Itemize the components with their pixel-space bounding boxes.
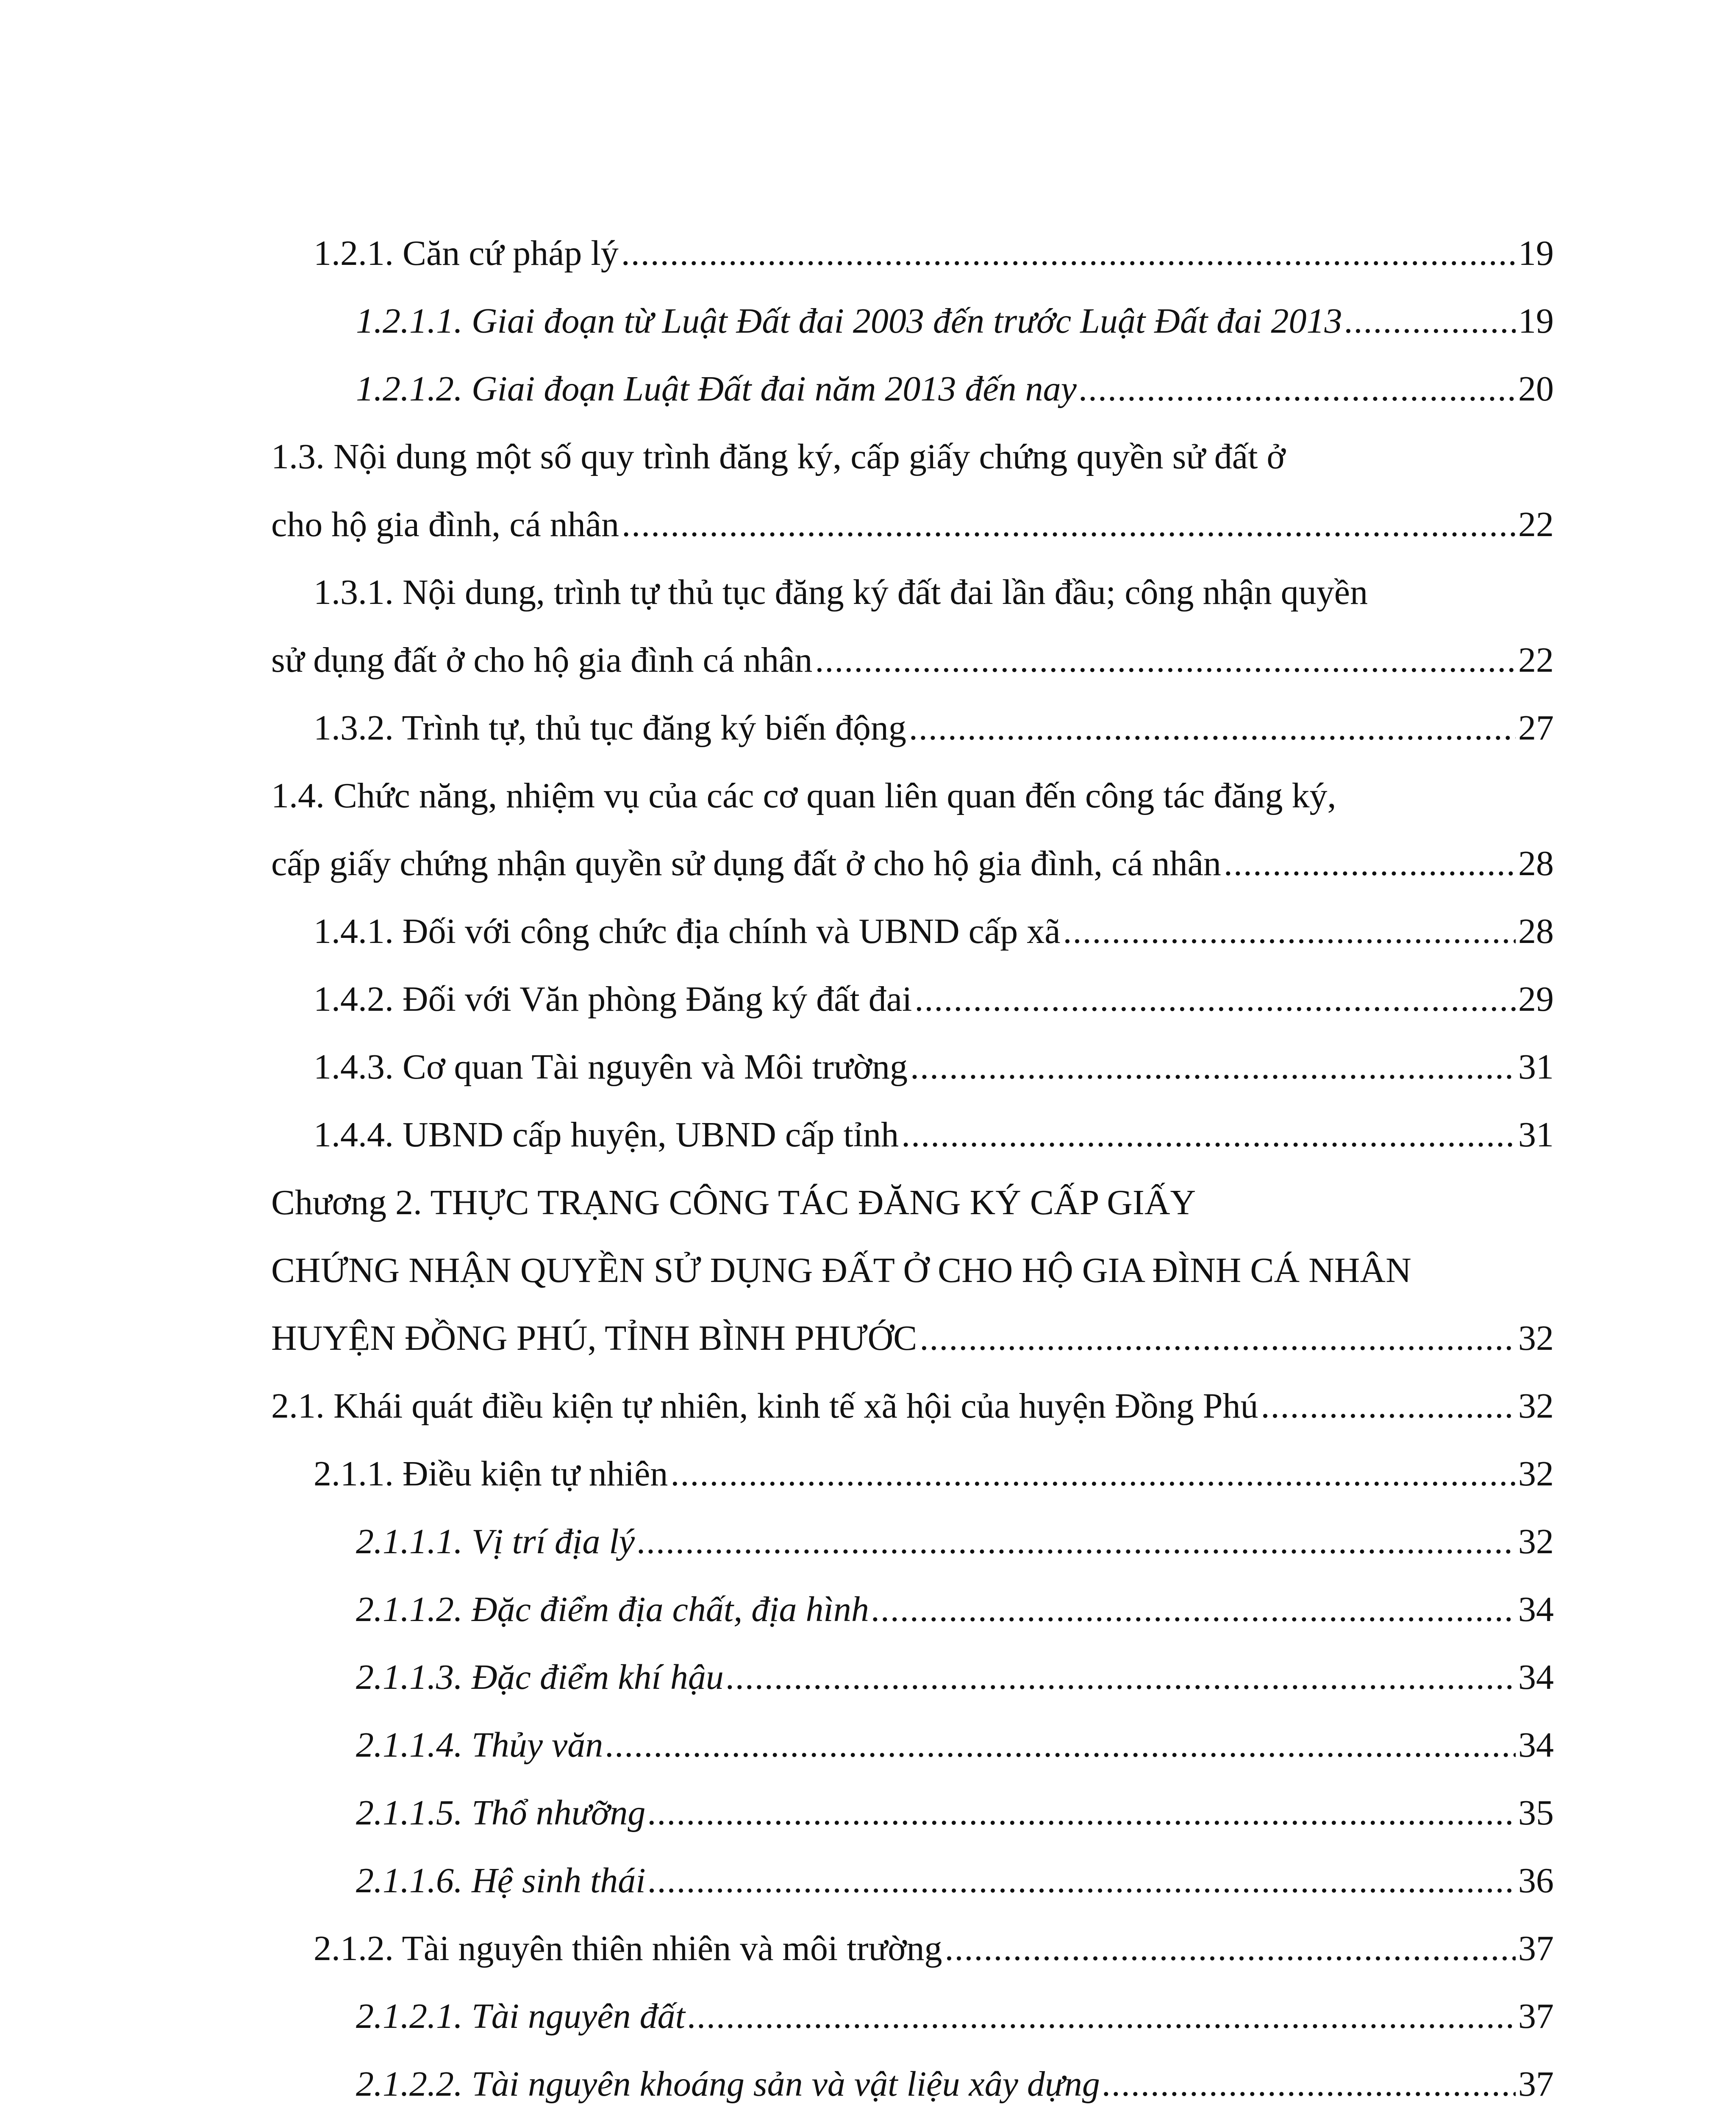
toc-leader-dots: [648, 1795, 1516, 1831]
toc-entry: [314, 1911, 1554, 1966]
toc-entry-title: 2.1.1.5. Thổ nhưỡng: [356, 1793, 646, 1833]
toc-entry-title: 1.3.2. Trình tự, thủ tục đăng ký biến động: [314, 708, 906, 748]
toc-entry: [271, 623, 1554, 678]
toc-entry-page: 34: [1518, 1657, 1554, 1697]
toc-entry-page: 31: [1518, 1115, 1554, 1154]
toc-entry-title: 2.1.2.2. Tài nguyên khoáng sản và vật liệu xây dựng: [356, 2064, 1100, 2104]
toc-leader-dots: [909, 710, 1516, 746]
toc-entry: [271, 1369, 1554, 1424]
toc-entry-page: 32: [1518, 1454, 1554, 1493]
toc-entry-page: 19: [1518, 234, 1554, 273]
toc-entry: [356, 1776, 1554, 1831]
toc-entry-title: 2.1.1.4. Thủy văn: [356, 1725, 603, 1765]
toc-leader-dots: [670, 1456, 1516, 1492]
toc-entry: [356, 1708, 1554, 1763]
toc-leader-dots: [1224, 846, 1516, 882]
toc-entry-title: 2.1.2.1. Tài nguyên đất: [356, 1997, 685, 2036]
toc-entry-title: 2.1.1.6. Hệ sinh thái: [356, 1861, 646, 1900]
toc-entry-title: 2.1.1.3. Đặc điểm khí hậu: [356, 1657, 724, 1697]
toc-entry: [356, 2047, 1554, 2102]
toc-entry: [356, 1640, 1554, 1695]
toc-leader-dots: [919, 1321, 1516, 1356]
toc-entry-line: 1.3. Nội dung một số quy trình đăng ký, cấp giấy chứng quyền sử đất ở: [271, 437, 1286, 476]
toc-entry: [356, 2115, 1554, 2119]
toc-entry-title: HUYỆN ĐỒNG PHÚ, TỈNH BÌNH PHƯỚC: [271, 1318, 917, 1358]
toc-entry-title: 1.2.1.2. Giai đoạn Luật Đất đai năm 2013 đến nay: [356, 369, 1077, 409]
toc-leader-dots: [872, 1592, 1516, 1627]
toc-entry-title: sử dụng đất ở cho hộ gia đình cá nhân: [271, 640, 813, 680]
toc-leader-dots: [1261, 1388, 1516, 1424]
toc-entry-page: 28: [1518, 844, 1554, 883]
toc-entry-page: 32: [1518, 1522, 1554, 1561]
toc-entry-page: 31: [1518, 1047, 1554, 1087]
toc-entry-page: 34: [1518, 1725, 1554, 1765]
toc-entry: [271, 487, 1554, 542]
toc-entry-title: 2.1.2. Tài nguyên thiên nhiên và môi trường: [314, 1929, 942, 1968]
toc-entry: [356, 352, 1554, 407]
toc-entry-page: 22: [1518, 640, 1554, 680]
toc-entry-page: 29: [1518, 979, 1554, 1019]
toc-leader-dots: [621, 236, 1516, 271]
toc-entry-title: 2.1.1. Điều kiện tự nhiên: [314, 1454, 668, 1493]
toc-leader-dots: [648, 1863, 1516, 1899]
toc-leader-dots: [606, 1727, 1516, 1763]
toc-entry-title: 1.4.2. Đối với Văn phòng Đăng ký đất đai: [314, 979, 912, 1019]
toc-entry: [271, 826, 1554, 882]
toc-leader-dots: [1079, 371, 1516, 407]
toc-entry-page: 32: [1518, 1386, 1554, 1426]
toc-leader-dots: [688, 1999, 1516, 2034]
toc-leader-dots: [622, 507, 1516, 542]
toc-leader-dots: [910, 1049, 1516, 1085]
toc-entry-page: 20: [1518, 369, 1554, 409]
toc-leader-dots: [815, 642, 1516, 678]
toc-entry: [314, 894, 1554, 949]
toc-entry: [356, 284, 1554, 339]
toc-entry: [314, 216, 1554, 271]
toc-entry-title: cấp giấy chứng nhận quyền sử dụng đất ở cho hộ gia đình, cá nhân: [271, 844, 1221, 883]
toc-chapter-line: Chương 2. THỰC TRẠNG CÔNG TÁC ĐĂNG KÝ CẤP GIẤY: [271, 1183, 1196, 1222]
toc-entry-line: 1.3.1. Nội dung, trình tự thủ tục đăng ký đất đai lần đầu; công nhận quyền: [314, 573, 1368, 612]
toc-entry-page: 32: [1518, 1318, 1554, 1358]
toc-entry-page: 37: [1518, 1929, 1554, 1968]
toc-leader-dots: [726, 1660, 1516, 1695]
toc-entry: [314, 962, 1554, 1017]
toc-chapter-entry: [271, 1301, 1554, 1356]
toc-entry-page: 35: [1518, 1793, 1554, 1833]
toc-leader-dots: [1063, 914, 1516, 949]
toc-leader-dots: [1345, 303, 1516, 339]
toc-entry-page: 19: [1518, 301, 1554, 341]
toc-entry-page: 34: [1518, 1590, 1554, 1629]
toc-entry: [356, 1572, 1554, 1627]
toc-entry-page: 37: [1518, 1997, 1554, 2036]
toc-entry-title: 1.2.1.1. Giai đoạn từ Luật Đất đai 2003 đến trước Luật Đất đai 2013: [356, 301, 1342, 341]
toc-entry-title: 1.4.3. Cơ quan Tài nguyên và Môi trường: [314, 1047, 908, 1087]
toc-entry: [314, 1030, 1554, 1085]
toc-leader-dots: [637, 1524, 1516, 1560]
toc-leader-dots: [914, 982, 1516, 1017]
toc-entry-title: 2.1.1.2. Đặc điểm địa chất, địa hình: [356, 1590, 869, 1629]
toc-entry-page: 36: [1518, 1861, 1554, 1900]
toc-entry-title: 1.2.1. Căn cứ pháp lý: [314, 234, 619, 273]
toc-entry-title: 1.4.1. Đối với công chức địa chính và UBND cấp xã: [314, 912, 1061, 951]
toc-entry-title: 2.1. Khái quát điều kiện tự nhiên, kinh tế xã hội của huyện Đồng Phú: [271, 1386, 1258, 1426]
toc-entry-title: 1.4.4. UBND cấp huyện, UBND cấp tỉnh: [314, 1115, 899, 1154]
toc-entry-page: 37: [1518, 2064, 1554, 2104]
toc-entry-page: 28: [1518, 912, 1554, 951]
toc-entry: [356, 1844, 1554, 1899]
toc-chapter-line: CHỨNG NHẬN QUYỀN SỬ DỤNG ĐẤT Ở CHO HỘ GIA ĐÌNH CÁ NHÂN: [271, 1251, 1411, 1290]
toc-entry-title: 2.1.1.1. Vị trí địa lý: [356, 1522, 635, 1561]
toc-leader-dots: [1103, 2066, 1516, 2102]
toc-entry: [356, 1979, 1554, 2034]
toc-leader-dots: [945, 1931, 1516, 1966]
toc-entry-page: 27: [1518, 708, 1554, 748]
toc-entry-page: 22: [1518, 505, 1554, 544]
toc-entry-line: 1.4. Chức năng, nhiệm vụ của các cơ quan liên quan đến công tác đăng ký,: [271, 776, 1336, 815]
toc-entry: [356, 1504, 1554, 1560]
toc-entry: [314, 1437, 1554, 1492]
toc-leader-dots: [901, 1117, 1516, 1153]
toc-entry: [314, 691, 1554, 746]
toc-entry: [314, 1098, 1554, 1153]
toc-entry-title: cho hộ gia đình, cá nhân: [271, 505, 619, 544]
